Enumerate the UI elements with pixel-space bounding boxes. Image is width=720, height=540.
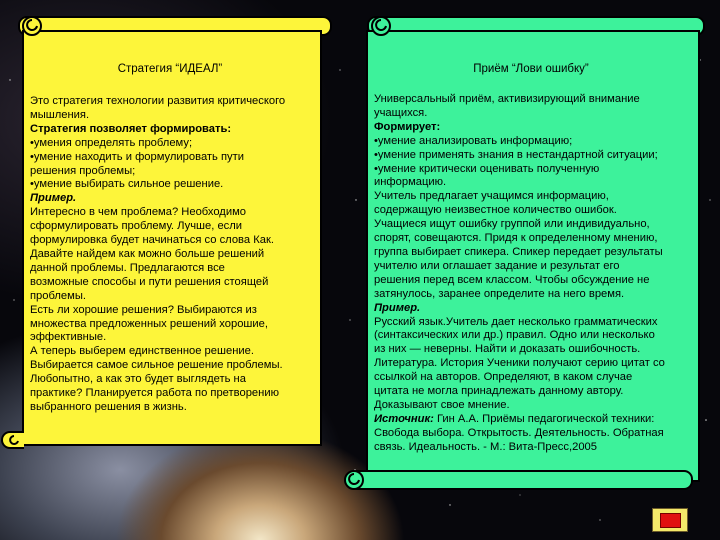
text-line: множества предложенных решений хорошие, [30,317,268,330]
text-line: Учащиеся ищут ошибку группой или индивидуально, [374,218,650,231]
left-panel-text [30,95,320,415]
text-line: формулировка будет начинаться со слова Как. [30,234,274,247]
scroll-curl-icon [342,468,370,494]
text-line: связь. Идеальность. - М.: Вита-Пресс,2005 [374,440,597,453]
text-line: учащихся. [374,106,428,119]
text-line: ссылкой на авторов. Определяют, в каком случае [374,371,633,384]
text-line: Выбирается самое сильное решение проблемы. [30,359,283,372]
text-line: проблемы. [30,289,86,302]
scroll-curl-icon [20,14,46,40]
text-line: эффективные. [30,331,107,344]
text-line: из них — неверны. Найти и доказать ошибочность. [374,343,641,356]
right-scroll-bottom-bar [349,470,693,490]
text-line: Универсальный приём, активизирующий внимание [374,93,640,105]
text-line: учителю или оглашает задание и результат его [374,259,620,272]
text-line: Это стратегия технологии развития критического [30,95,286,107]
text-line: •умение применять знания в нестандартной ситуации; [374,148,658,161]
text-line: •умение находить и формулировать пути [30,150,245,163]
text-line: Давайте найдем как можно больше решений [30,247,265,260]
text-line: Формирует: [374,120,441,133]
text-line: Свобода выбора. Открытость. Деятельность. Обратная [374,426,664,439]
text-line: Учитель предлагает учащимся информацию, [374,190,609,203]
text-line: Есть ли хорошие решения? Выбираются из [30,303,257,316]
text-line: группа выбирает спикера. Спикер передает результаты [374,245,663,258]
text-line: решения перед всем классом. Чтобы обсуждение не [374,273,650,286]
scroll-curl-icon [0,426,30,454]
text-line: Литература. История Ученики получают серию цитат со [374,357,665,370]
text-line: Источник: Гин А.А. Приёмы педагогической техники: [374,412,655,425]
text-line: А теперь выберем единственное решение. [30,345,254,358]
text-line: Пример. [30,192,77,205]
text-line: •умения определять проблему; [30,136,193,149]
text-line: возможные способы и пути решения стоящей [30,275,269,288]
right-panel-text [374,93,696,455]
text-line: •умение критически оценивать полученную [374,162,600,175]
text-line: затянулось, заранее определите на него время. [374,287,625,300]
text-line: •умение выбирать сильное решение. [30,178,224,191]
text-line: спорят, совещаются. Придя к определенному мнению, [374,232,658,245]
text-line: выбранного решения в жизнь. [30,400,187,413]
text-line: (синтаксических или др.) правил. Одно или несколько [374,329,655,342]
text-line: цитата не могла принадлежать данному автору. [374,385,624,398]
text-line: сформулировать проблему. Лучше, если [30,220,243,233]
text-line: Любопытно, а как это будет выглядеть на [30,373,246,386]
text-line: практике? Планируется работа по претворению [30,387,279,400]
text-line: Доказывают свое мнение. [374,398,510,411]
text-line: содержащую неизвестное количество ошибок. [374,204,617,217]
text-line: мышления. [30,108,90,121]
text-line: информацию. [374,176,447,189]
text-line: Русский язык.Учитель дает несколько грамматических [374,315,658,328]
red-square-icon[interactable] [652,508,688,532]
text-line: решения проблемы; [30,164,136,177]
text-line: данной проблемы. Предлагаются все [30,261,225,274]
scroll-curl-icon [369,14,395,40]
red-square-inner [660,513,681,528]
right-panel-title: Приём “Лови ошибку” [473,63,589,75]
text-line: Интересно в чем проблема? Необходимо [30,206,246,219]
text-line: Стратегия позволяет формировать: [30,122,232,135]
text-line: Пример. [374,301,421,314]
text-line: •умение анализировать информацию; [374,134,573,147]
left-panel-title: Стратегия “ИДЕАЛ” [117,63,223,75]
